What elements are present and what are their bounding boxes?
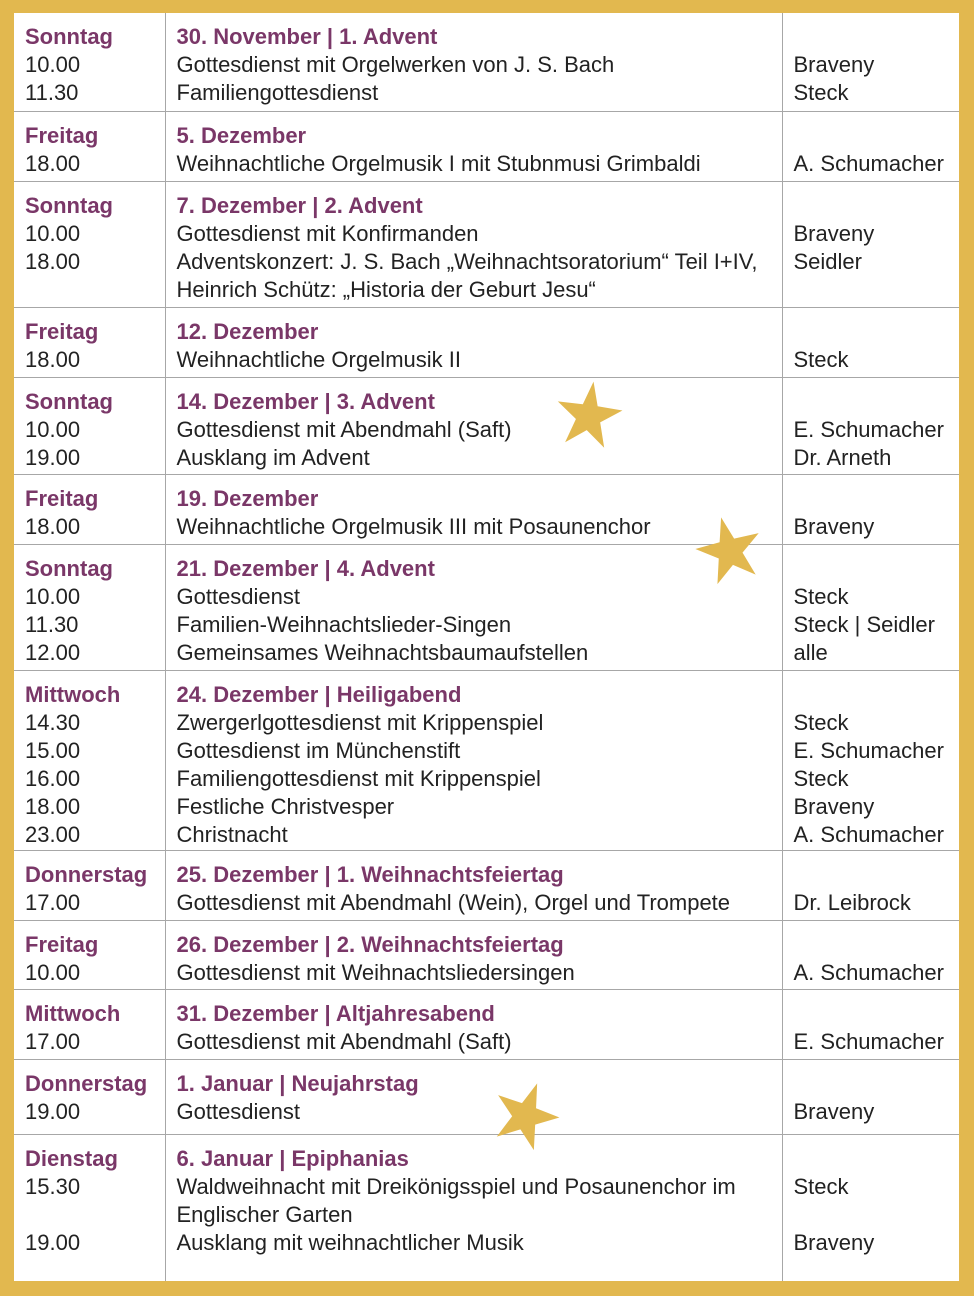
person-name: E. Schumacher [793, 1028, 944, 1054]
event-title: 31. Dezember | Altjahresabend [176, 1000, 495, 1026]
date-cell [14, 544, 165, 670]
spacer [25, 1201, 155, 1229]
event-cell [165, 670, 782, 850]
event-item: Adventskonzert: J. S. Bach „Weihnachtsoratorium“ Teil I+IV, Heinrich Schütz: „Historia der Geburt Jesu“ [176, 248, 758, 302]
event-item: Ausklang mit weihnachtlicher Musik [176, 1229, 524, 1255]
spacer [794, 122, 950, 150]
event-row [14, 920, 959, 989]
event-cell [165, 111, 782, 181]
time-label: 10.00 [25, 416, 81, 442]
person-cell [782, 1059, 959, 1134]
date-cell [14, 989, 165, 1059]
spacer [794, 1070, 950, 1098]
person-cell [782, 377, 959, 474]
event-item: Gottesdienst im Münchenstift [176, 737, 461, 763]
spacer [794, 681, 950, 709]
event-row [14, 670, 959, 850]
event-row [14, 13, 959, 111]
weekday-label: Freitag [25, 318, 99, 344]
time-label: 17.00 [25, 889, 81, 915]
spacer [794, 23, 950, 51]
person-name: E. Schumacher [793, 737, 944, 763]
time-label: 17.00 [25, 1028, 81, 1054]
person-name: Dr. Arneth [793, 444, 892, 470]
spacer [794, 485, 950, 513]
event-item: Gottesdienst mit Konfirmanden [176, 220, 479, 246]
event-item: Gottesdienst mit Weihnachtsliedersingen [176, 959, 575, 985]
spacer [794, 388, 950, 416]
event-row [14, 544, 959, 670]
person-name: E. Schumacher [793, 416, 944, 442]
person-cell [782, 850, 959, 920]
weekday-label: Sonntag [25, 192, 113, 218]
date-cell [14, 1059, 165, 1134]
time-label: 16.00 [25, 765, 81, 791]
date-cell [14, 670, 165, 850]
person-name: Seidler [793, 248, 862, 274]
time-label: 19.00 [25, 444, 81, 470]
event-row [14, 989, 959, 1059]
event-title: 1. Januar | Neujahrstag [176, 1070, 419, 1096]
weekday-label: Sonntag [25, 388, 113, 414]
person-name: Braveny [793, 1229, 875, 1255]
event-title: 12. Dezember [176, 318, 319, 344]
event-item: Gottesdienst mit Orgelwerken von J. S. Bach [176, 52, 615, 77]
person-name: A. Schumacher [793, 150, 944, 176]
person-cell [782, 181, 959, 307]
time-label: 15.30 [25, 1173, 81, 1199]
time-label: 18.00 [25, 513, 81, 539]
person-name: A. Schumacher [793, 821, 944, 847]
spacer [794, 318, 950, 346]
person-name: Braveny [793, 793, 875, 819]
event-item: Weihnachtliche Orgelmusik I mit Stubnmusi Grimbaldi [176, 150, 701, 176]
person-cell [782, 670, 959, 850]
weekday-label: Freitag [25, 122, 99, 148]
event-row [14, 111, 959, 181]
person-name: Steck [793, 1173, 849, 1199]
time-label: 12.00 [25, 639, 81, 665]
person-name: Braveny [793, 52, 875, 77]
person-name: Steck [793, 80, 849, 105]
event-title: 6. Januar | Epiphanias [176, 1145, 409, 1171]
event-item: Weihnachtliche Orgelmusik II [176, 346, 461, 372]
person-cell [782, 1134, 959, 1281]
weekday-label: Freitag [25, 931, 99, 957]
event-cell [165, 1059, 782, 1134]
time-label: 14.30 [25, 709, 81, 735]
time-label: 19.00 [25, 1098, 81, 1124]
spacer [794, 931, 950, 959]
person-name: Steck | Seidler [793, 611, 935, 637]
person-name: Braveny [793, 513, 875, 539]
weekday-label: Mittwoch [25, 1000, 121, 1026]
event-item: Gottesdienst mit Abendmahl (Wein), Orgel und Trompete [176, 889, 731, 915]
time-label: 11.30 [25, 611, 79, 637]
event-cell [165, 1134, 782, 1281]
time-label: 18.00 [25, 150, 81, 176]
time-label: 10.00 [25, 220, 81, 246]
person-name: Steck [793, 765, 849, 791]
event-cell [165, 13, 782, 111]
spacer [794, 1000, 950, 1028]
person-cell [782, 544, 959, 670]
weekday-label: Freitag [25, 485, 99, 511]
person-name: Steck [793, 346, 849, 372]
event-row [14, 1134, 959, 1281]
event-row [14, 474, 959, 544]
time-label: 10.00 [25, 52, 81, 77]
event-table [14, 13, 959, 1281]
spacer [794, 1201, 950, 1229]
event-cell [165, 307, 782, 377]
event-row [14, 181, 959, 307]
event-item: Christnacht [176, 821, 288, 847]
event-item: Zwergerlgottesdienst mit Krippenspiel [176, 709, 544, 735]
event-item: Gottesdienst mit Abendmahl (Saft) [176, 1028, 512, 1054]
person-cell [782, 474, 959, 544]
date-cell [14, 474, 165, 544]
event-cell [165, 544, 782, 670]
time-label: 10.00 [25, 959, 81, 985]
weekday-label: Mittwoch [25, 681, 121, 707]
time-label: 18.00 [25, 346, 81, 372]
person-cell [782, 989, 959, 1059]
event-title: 5. Dezember [176, 122, 307, 148]
person-name: Steck [793, 709, 849, 735]
time-label: 15.00 [25, 737, 81, 763]
weekday-label: Donnerstag [25, 1070, 148, 1096]
event-item: Festliche Christvesper [176, 793, 395, 819]
weekday-label: Donnerstag [25, 861, 148, 887]
time-label: 18.00 [25, 248, 81, 274]
event-title: 14. Dezember | 3. Advent [176, 388, 435, 414]
date-cell [14, 920, 165, 989]
spacer [794, 861, 950, 889]
weekday-label: Dienstag [25, 1145, 118, 1171]
person-name: Braveny [793, 1098, 875, 1124]
date-cell [14, 377, 165, 474]
event-item: Gemeinsames Weihnachtsbaumaufstellen [176, 639, 589, 665]
event-row [14, 850, 959, 920]
date-cell [14, 307, 165, 377]
event-cell [165, 181, 782, 307]
event-cell [165, 377, 782, 474]
time-label: 10.00 [25, 583, 81, 609]
event-cell [165, 989, 782, 1059]
event-title: 21. Dezember | 4. Advent [176, 555, 435, 581]
event-item: Familien-Weihnachtslieder-Singen [176, 611, 512, 637]
date-cell [14, 181, 165, 307]
event-item: Familiengottesdienst mit Krippenspiel [176, 765, 541, 791]
event-item: Ausklang im Advent [176, 444, 370, 470]
time-label: 19.00 [25, 1229, 81, 1255]
time-label: 23.00 [25, 821, 81, 847]
event-title: 30. November | 1. Advent [176, 24, 438, 49]
time-label: 18.00 [25, 793, 81, 819]
person-name: Steck [793, 583, 849, 609]
time-label: 11.30 [25, 80, 79, 105]
person-cell [782, 13, 959, 111]
event-item: Gottesdienst [176, 1098, 301, 1124]
event-item: Gottesdienst mit Abendmahl (Saft) [176, 416, 512, 442]
schedule-sheet [14, 13, 959, 1281]
spacer [794, 1145, 950, 1173]
date-cell [14, 1134, 165, 1281]
person-cell [782, 307, 959, 377]
event-row [14, 377, 959, 474]
weekday-label: Sonntag [25, 24, 113, 49]
date-cell [14, 850, 165, 920]
person-cell [782, 920, 959, 989]
date-cell [14, 13, 165, 111]
spacer [794, 192, 950, 220]
event-title: 19. Dezember [176, 485, 319, 511]
event-cell [165, 850, 782, 920]
event-item: Gottesdienst [176, 583, 301, 609]
event-title: 24. Dezember | Heiligabend [176, 681, 462, 707]
person-name: Dr. Leibrock [793, 889, 911, 915]
person-name: alle [793, 639, 828, 665]
spacer [794, 555, 950, 583]
person-cell [782, 111, 959, 181]
event-title: 26. Dezember | 2. Weihnachtsfeiertag [176, 931, 564, 957]
event-title: 7. Dezember | 2. Advent [176, 192, 423, 218]
event-cell [165, 920, 782, 989]
event-item: Weihnachtliche Orgelmusik III mit Posaunenchor [176, 513, 651, 539]
event-row [14, 307, 959, 377]
star-icon [551, 376, 628, 453]
date-cell [14, 111, 165, 181]
person-name: Braveny [793, 220, 875, 246]
event-title: 25. Dezember | 1. Weihnachtsfeiertag [176, 861, 564, 887]
event-item: Familiengottesdienst [176, 80, 379, 105]
weekday-label: Sonntag [25, 555, 113, 581]
event-item: Waldweihnacht mit Dreikönigsspiel und Posaunenchor im Englischer Garten [176, 1173, 736, 1227]
person-name: A. Schumacher [793, 959, 944, 985]
